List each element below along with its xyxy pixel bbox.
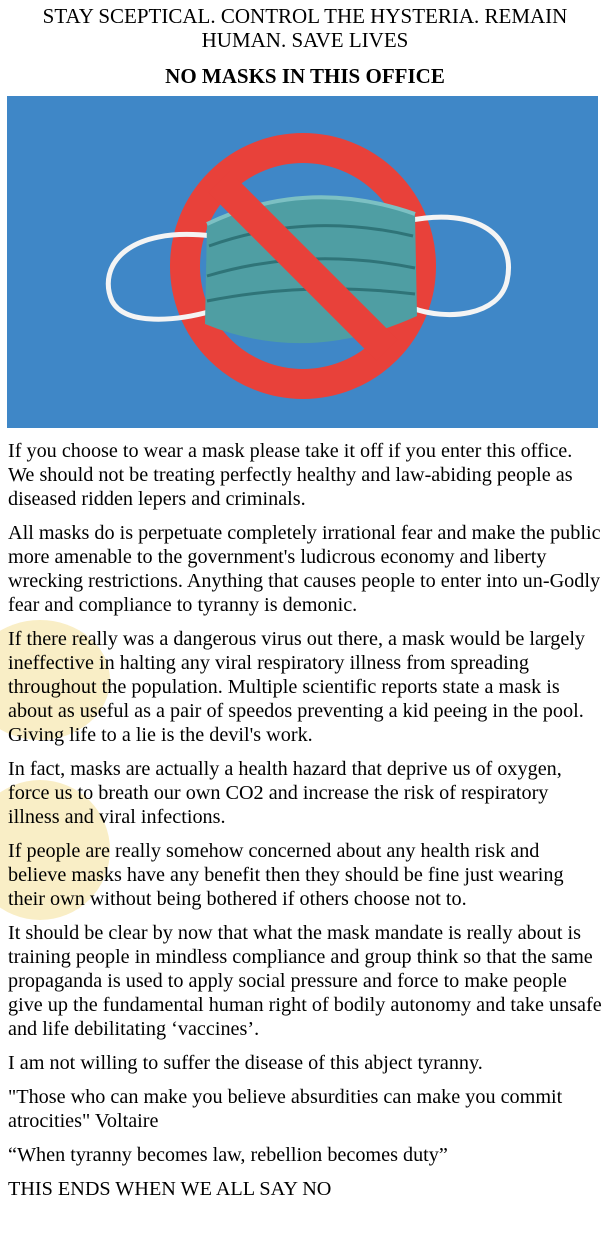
no-mask-banner: [7, 96, 598, 428]
slogan-header: STAY SCEPTICAL. CONTROL THE HYSTERIA. REMAIN HUMAN. SAVE LIVES: [42, 4, 568, 52]
paragraph: It should be clear by now that what the mask mandate is really about is training people in mindless compliance and group think so that the same propaganda is used to apply social pressure and force to make people give up the fundamental human right of bodily autonomy and take unsafe and life debilitating ‘vaccines’.: [8, 922, 602, 1040]
paragraph: If you choose to wear a mask please take it off if you enter this office. We should not be treating perfectly healthy and law-abiding people as diseased ridden lepers and criminals.: [8, 440, 573, 510]
closing-line: THIS ENDS WHEN WE ALL SAY NO: [8, 1178, 332, 1200]
no-mask-sign-icon: [7, 96, 598, 428]
page-title: NO MASKS IN THIS OFFICE: [165, 64, 445, 88]
paragraph: "Those who can make you believe absurdities can make you commit atrocities" Voltaire: [8, 1086, 563, 1132]
body-text: [8, 439, 602, 1211]
paragraph: In fact, masks are actually a health hazard that deprive us of oxygen, force us to breath our own CO2 and increase the risk of respiratory illness and viral infections.: [8, 758, 562, 828]
paragraph: “When tyranny becomes law, rebellion becomes duty”: [8, 1144, 448, 1166]
paragraph: All masks do is perpetuate completely irrational fear and make the public more amenable to the government's ludicrous economy and liberty wrecking restrictions. Anything that causes people to enter into un-Godly fear and compliance to tyranny is demonic.: [8, 522, 601, 616]
paragraph: If there really was a dangerous virus out there, a mask would be largely ineffective in halting any viral respiratory illness from spreading throughout the population. Multiple scientific reports state a mask is about as useful as a pair of speedos preventing a kid peeing in the pool. Giving life to a lie is the devil's work.: [8, 628, 586, 746]
paragraph: If people are really somehow concerned about any health risk and believe masks have any benefit then they should be fine just wearing their own without being bothered if others choose not to.: [8, 840, 564, 910]
paragraph: I am not willing to suffer the disease of this abject tyranny.: [8, 1052, 483, 1074]
